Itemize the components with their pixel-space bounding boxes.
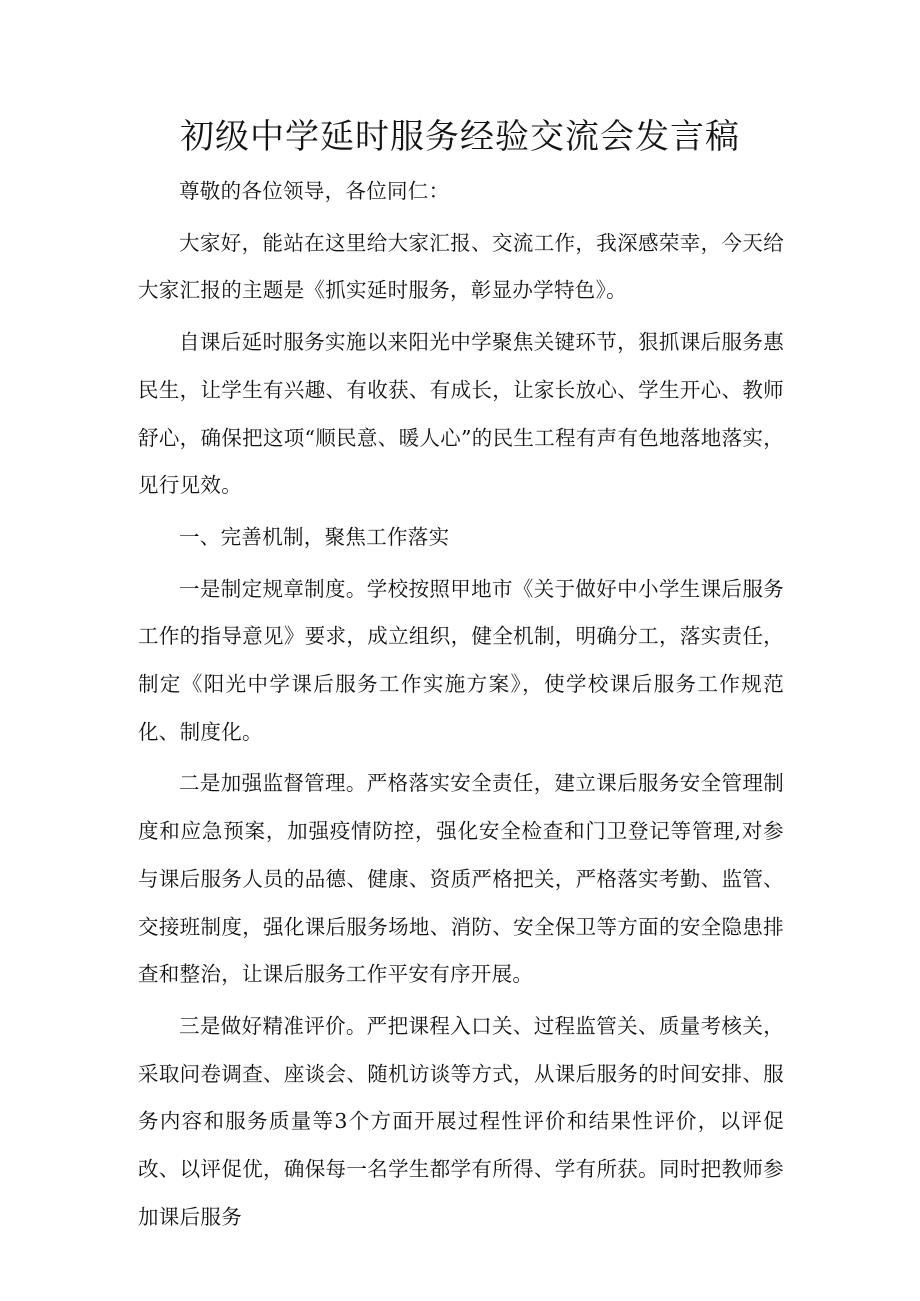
salutation-paragraph: 尊敬的各位领导，各位同仁：: [179, 179, 450, 203]
body-paragraph: 一是制定规章制度。学校按照甲地市《关于做好中小学生课后服务工作的指导意见》要求，成立组织，健全机制，明确分工，落实责任，制定《阳光中学课后服务工作实施方案》，使学校课后服务工作规范化、制度化。: [138, 576, 784, 744]
document-title: 初级中学延时服务经验交流会发言稿: [180, 117, 740, 157]
body-paragraph: 二是加强监督管理。严格落实安全责任，建立课后服务安全管理制度和应急预案，加强疫情防控，强化安全检查和门卫登记等管理,对参与课后服务人员的品德、健康、资质严格把关，严格落实考勤、监管、交接班制度，强化课后服务场地、消防、安全保卫等方面的安全隐患排查和整治，让课后服务工作平安有序开展。: [138, 771, 784, 987]
section-heading: 一、完善机制，聚焦工作落实: [179, 524, 450, 549]
intro-paragraph: 自课后延时服务实施以来阳光中学聚焦关键环节，狠抓课后服务惠民生，让学生有兴趣、有收获、有成长，让家长放心、学生开心、教师舒心，确保把这项“顺民意、暖人心”的民生工程有声有色地落地落实，见行见效。: [138, 330, 784, 498]
document-body: [138, 168, 784, 1245]
body-paragraph: 三是做好精准评价。严把课程入口关、过程监管关、质量考核关，采取问卷调查、座谈会、随机访谈等方式，从课后服务的时间安排、服务内容和服务质量等3个方面开展过程性评价和结果性评价，以评促改、以评促优，确保每一名学生都学有所得、学有所获。同时把教师参加课后服务: [138, 1013, 784, 1229]
greeting-paragraph: 大家好，能站在这里给大家汇报、交流工作，我深感荣幸，今天给大家汇报的主题是《抓实延时服务，彰显办学特色》。: [138, 230, 784, 303]
